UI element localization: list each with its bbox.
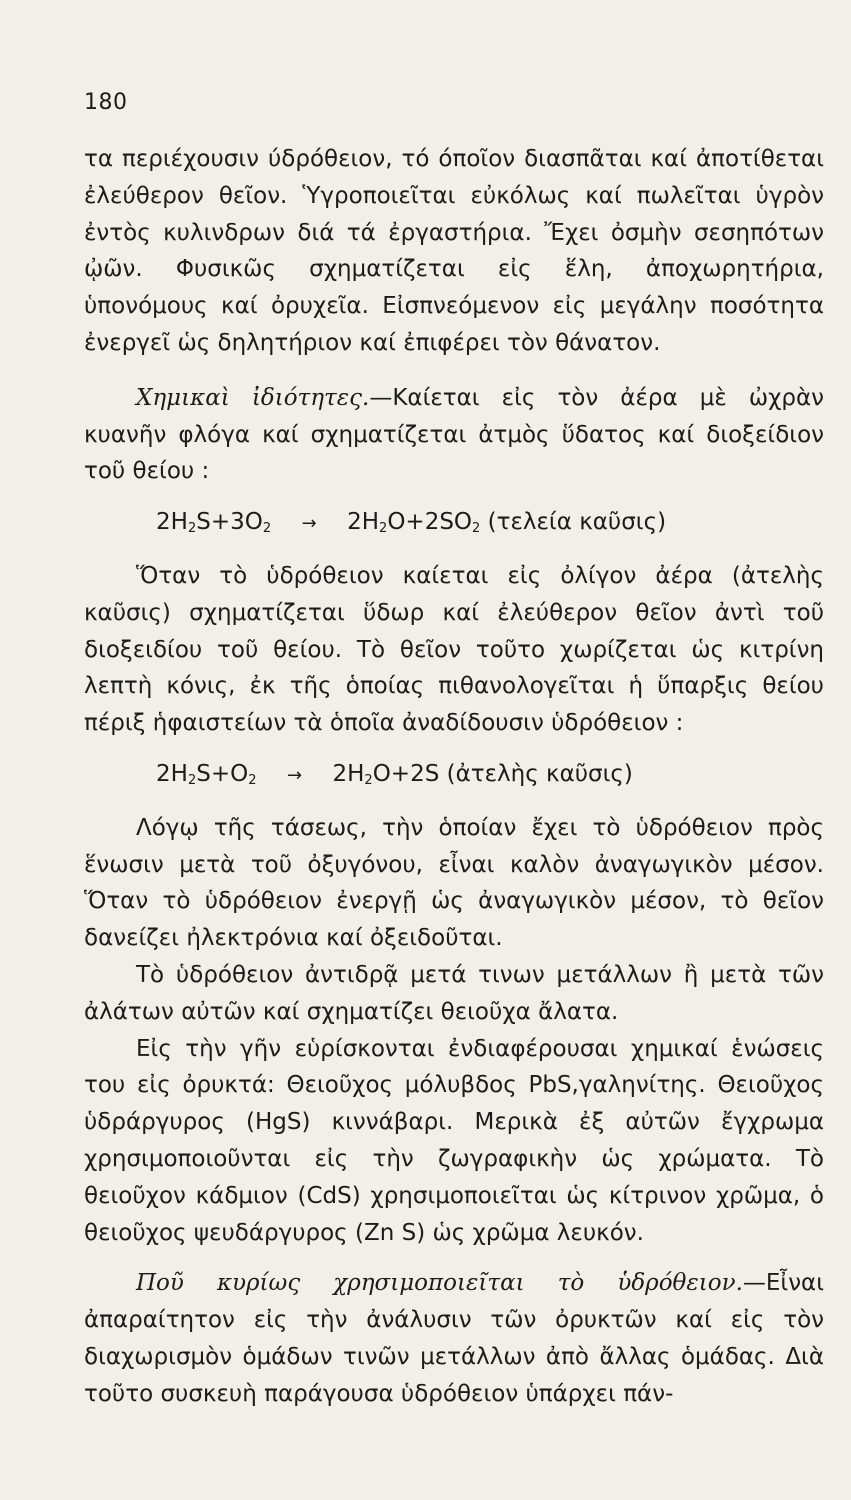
paragraph-metal-reaction: Τὸ ὑδρόθειον ἀντιδρᾷ μετά τινων μετάλλων ἢ μετὰ τῶν ἀλάτων αὐτῶν καί σχηματίζει θειοῦχα ἄλατα.	[84, 961, 824, 1025]
formula-complete-combustion	[84, 504, 824, 548]
arrow-glyph: →	[301, 513, 317, 535]
paragraph-text: —Εἶναι ἀπαραίτητον εἰς τὴν ἀνάλυσιν τῶν ὀρυκτῶν καί εἰς τὸν διαχωρισμὸν ὁμάδων τινῶν μετάλλων ἀπὸ ἄλλας ὁμάδας. Διὰ τοῦτο συσκευὴ παράγουσα ὑδρόθειον ὑπάρχει πάν-	[84, 1270, 824, 1407]
formula-term: 2H	[156, 760, 188, 787]
paragraph-text: —Καίεται εἰς τὸν ἀέρα μὲ ὠχρὰν κυανῆν φλόγα καί σχηματίζεται ἀτμὸς ὕδατος καί διοξείδιον τοῦ θείου :	[84, 384, 825, 485]
formula-term: 2H	[156, 509, 188, 536]
arrow-glyph: →	[286, 764, 303, 786]
section-heading-chemical-properties: Χημικαὶ ἰδιότητες.	[136, 384, 370, 411]
formula-subscript: 2	[472, 521, 481, 537]
paragraph-chemical-properties	[84, 380, 824, 490]
formula-incomplete-combustion	[84, 756, 824, 800]
paragraph-minerals: Εἰς τὴν γῆν εὑρίσκονται ἐνδιαφέρουσαι χημικαί ἑνώσεις του εἰς ὀρυκτά: Θειοῦχος μόλυβδος PbS,γαληνίτης. Θειοῦχος ὑδράργυρος (HgS) κιννάβαρι. Μερικὰ ἐξ αὐτῶν ἔγχρωμα χρησιμοποιοῦνται εἰς τὴν ζωγραφικὴν ὡς χρώματα. Τὸ θειοῦχον κάδμιον (CdS) χρησιμοποιεῖται ὡς κίτρινον χρῶμα, ὁ θειοῦχος ψευδάργυρος (Zn S) ὡς χρῶμα λευκόν.	[84, 1035, 824, 1246]
formula-term: S+3O	[196, 509, 263, 536]
paragraph-uses	[84, 1265, 824, 1412]
formula-term: 2H	[332, 760, 365, 787]
formula-subscript: 2	[262, 521, 272, 537]
page-number: 180	[84, 90, 128, 115]
section-heading-uses: Ποῦ κυρίως χρησιμοποιεῖται τὸ ὑδρόθειον.	[136, 1270, 743, 1297]
formula-note: (τελεία καῦσις)	[480, 509, 667, 536]
formula-subscript: 2	[379, 521, 388, 537]
book-page	[84, 90, 824, 1413]
formula-subscript: 2	[248, 772, 257, 788]
formula-term: 2H	[347, 509, 380, 536]
paragraph-reducing-agent: Λόγῳ τῆς τάσεως, τὴν ὁποίαν ἔχει τὸ ὑδρόθειον πρὸς ἕνωσιν μετὰ τοῦ ὀξυγόνου, εἶναι καλὸν ἀναγωγικὸν μέσον. Ὅταν τὸ ὑδρόθειον ἐνεργῇ ὡς ἀναγωγικὸν μέσον, τὸ θεῖον δανείζει ἠλεκτρόνια καί ὀξειδοῦται.	[84, 814, 824, 952]
reaction-arrow-icon	[256, 756, 332, 795]
reaction-arrow-icon	[271, 504, 347, 543]
formula-subscript: 2	[364, 772, 373, 788]
paragraph-incomplete-combustion: Ὅταν τὸ ὑδρόθειον καίεται εἰς ὀλίγον ἀέρα (ἀτελὴς καῦσις) σχηματίζεται ὕδωρ καί ἐλεύθερον θεῖον ἀντὶ τοῦ διοξειδίου τοῦ θείου. Τὸ θεῖον τοῦτο χωρίζεται ὡς κιτρίνη λεπτὴ κόνις, ἐκ τῆς ὁποίας πιθανολογεῖται ἡ ὕπαρξις θείου πέριξ ἡφαιστείων τὰ ὁποῖα ἀναδίδουσιν ὑδρόθειον :	[84, 562, 824, 737]
formula-term: O+2SO	[387, 509, 473, 536]
formula-term: O+2S	[372, 760, 440, 787]
paragraph-continuation: τα περιέχουσιν ύδρόθειον, τό όποῖον διασπᾶται καί ἀποτίθεται ἐλεύθερον θεῖον. Ὑγροποιεῖται εὐκόλως καί πωλεῖται ὑγρὸν ἐντὸς κυλινδρων διά τά ἐργαστήρια. Ἔχει ὀσμὴν σεσηπότων ᾠῶν. Φυσικῶς σχηματίζεται εἰς ἕλη, ἀποχωρητήρια, ὑπονόμους καί ὀρυχεῖα. Εἰσπνεόμενον εἰς μεγάλην ποσότητα ἐνεργεῖ ὡς δηλητήριον καί ἐπιφέρει τὸν θάνατον.	[84, 146, 824, 356]
formula-note: (ἀτελὴς καῦσις)	[439, 760, 633, 787]
formula-subscript: 2	[187, 521, 197, 537]
paragraph-gap	[84, 1251, 824, 1265]
formula-term: S+O	[196, 760, 249, 787]
formula-subscript: 2	[187, 772, 197, 788]
paragraph-gap	[84, 362, 824, 380]
